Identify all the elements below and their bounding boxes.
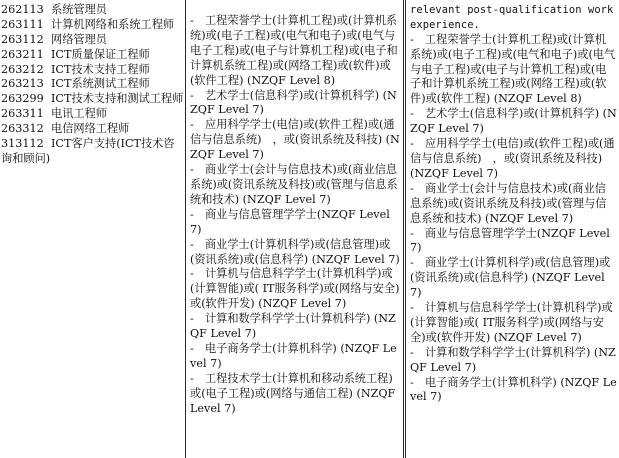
occupation-column [0, 0, 186, 458]
occupation-title: ICT技术支持和测试工程师 [51, 92, 184, 106]
qualification-item: - 艺术学士(信息科学)或(计算机科学) (NZQF Level 7) [410, 107, 617, 136]
occupation-code: 263213 [1, 77, 44, 91]
qualification-item: - 应用科学学士(电信)或(软件工程)或(通信与信息系统) ，或(资讯系统及科技) (NZQF Level 7) [410, 137, 615, 180]
occupation-row [1, 122, 185, 137]
occupation-row [1, 92, 185, 107]
occupation-row [1, 77, 185, 92]
occupation-code: 262113 [1, 2, 44, 16]
occupation-title: 计算机网络和系统工程师 [51, 17, 175, 31]
experience-note: relevant post-qualification work experience. [410, 3, 614, 31]
occupation-title: 系统管理员 [51, 2, 107, 16]
qualification-item: - 计算和数学科学学士(计算机科学) (NZQF Level 7) [190, 312, 396, 341]
occupation-title: ICT系统测试工程师 [51, 77, 150, 91]
occupation-title: ICT客户支持(ICT技术咨询和顾问) [1, 137, 175, 165]
qualification-item: - 艺术学士(信息科学)或(计算机科学) (NZQF Level 7) [190, 88, 397, 117]
occupation-code: 263212 [1, 62, 44, 76]
occupation-row [1, 63, 185, 78]
occupation-code: 263111 [1, 17, 44, 31]
qualification-item: - 工程荣誉学士(计算机工程)或(计算机系统)或(电子工程)或(电气和电子)或(电气与电子工程)或(电子与计算机工程)或(电子和计算机系统工程)或(网络工程)或(软件)或(软件工程) (NZQF Level 8) [410, 32, 616, 106]
occupation-row [1, 137, 185, 167]
qualification-item: - 电子商务学士(计算机科学) (NZQF Level 7) [190, 341, 397, 370]
occupation-row [1, 107, 185, 122]
occupation-title: ICT质量保证工程师 [51, 47, 150, 61]
occupation-code: 263112 [1, 32, 44, 46]
qualification-item: - 商业与信息管理学学士(NZQF Level 7) [190, 207, 390, 236]
occupation-row [1, 33, 185, 48]
qualification-item: - 计算和数学科学学士(计算机科学) (NZQF Level 7) [410, 345, 616, 374]
experience-column [406, 0, 619, 458]
occupation-title: ICT技术支持工程师 [51, 62, 150, 76]
occupation-code: 313112 [1, 137, 44, 151]
cell-spacer [190, 0, 401, 14]
qualification-item: - 计算机与信息科学学士(计算机科学)或(计算智能)或( IT服务科学)或(网络与安全)或(软件开发) (NZQF Level 7) [410, 301, 613, 344]
qualification-item: - 商业学士(会计与信息技术)或(商业信息系统)或(资讯系统及科技)或(管理与信息系统和技术) (NZQF Level 7) [190, 163, 398, 206]
occupation-code: 263311 [1, 107, 44, 121]
occupation-code: 263211 [1, 47, 44, 61]
qualification-column [186, 0, 404, 458]
qualification-item: - 商业与信息管理学学士(NZQF Level 7) [410, 226, 610, 255]
qualification-item: - 商业学士(计算机科学)或(信息管理)或(资讯系统)或(信息科学) (NZQF Level 7) [410, 256, 611, 300]
occupation-row [1, 3, 185, 18]
qualification-item: - 商业学士(计算机科学)或(信息管理)或(资讯系统)或(信息科学) (NZQF Level 7) [190, 237, 400, 266]
occupation-title: 电讯工程师 [51, 107, 107, 121]
occupation-code: 263312 [1, 122, 44, 136]
qualification-item: - 电子商务学士(计算机科学) (NZQF Level 7) [410, 375, 617, 404]
qualification-item: - 计算机与信息科学学士(计算机科学)或(计算智能)或( IT服务科学)或(网络与安全)或(软件开发) (NZQF Level 7) [190, 267, 400, 311]
occupation-row [1, 48, 185, 63]
qualification-item: - 工程技术学士(计算机和移动系统工程)或(电子工程)或(网络与通信工程) (NZQF Level 7) [190, 371, 396, 415]
occupation-title: 网络管理员 [51, 32, 107, 46]
qualification-item: - 商业学士(会计与信息技术)或(商业信息系统)或(资讯系统及科技)或(管理与信息系统和技术) (NZQF Level 7) [410, 181, 607, 225]
occupation-row [1, 18, 185, 33]
occupation-code: 263299 [1, 92, 44, 106]
qualification-item: - 应用科学学士(电信)或(软件工程)或(通信与信息系统) ，或(资讯系统及科技) (NZQF Level 7) [190, 118, 400, 162]
qualification-item: - 工程荣誉学士(计算机工程)或(计算机系统)或(电子工程)或(电气和电子)或(电气与电子工程)或(电子与计算机工程)或(电子和计算机系统工程)或(网络工程)或(软件)或(软件工程) (NZQF Level 8) [190, 14, 398, 87]
occupation-title: 电信网络工程师 [51, 122, 130, 136]
